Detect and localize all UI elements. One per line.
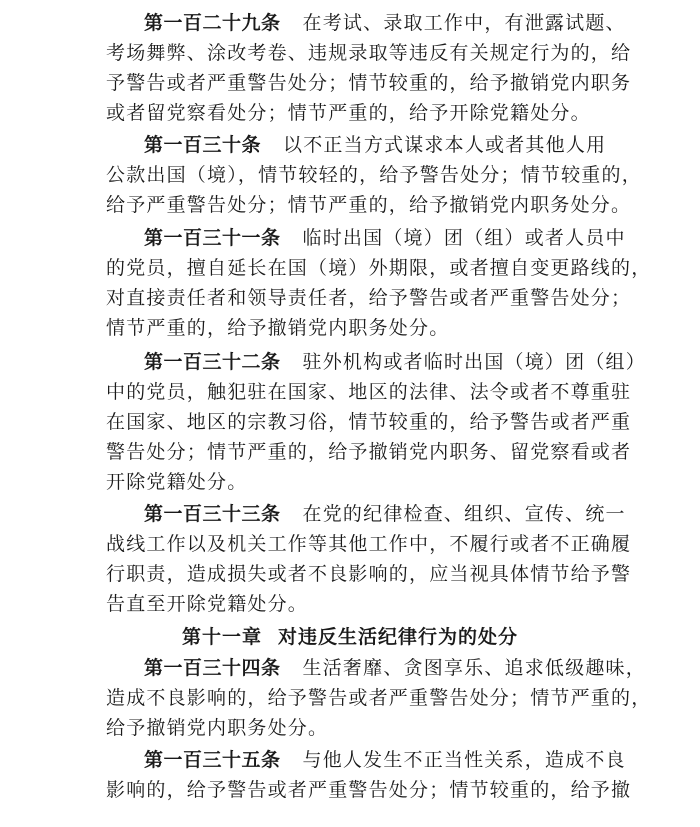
article-text: 与他人发生不正当性关系，造成不良 bbox=[302, 749, 626, 771]
article-label: 第一百三十四条 bbox=[144, 657, 281, 679]
article-line: 行职责，造成损失或者不良影响的，应当视具体情节给予警 bbox=[106, 563, 632, 585]
article-text: 在党的纪律检查、组织、宣传、统一 bbox=[302, 503, 626, 525]
article-line: 的党员，擅自延长在国（境）外期限，或者擅自变更路线的， bbox=[106, 257, 652, 279]
article-text: 生活奢靡、贪图享乐、追求低级趣味， bbox=[302, 657, 646, 679]
article-line: 情节严重的，给予撤销党内职务处分。 bbox=[106, 317, 450, 339]
article-text: 驻外机构或者临时出国（境）团（组） bbox=[302, 351, 646, 373]
article-line: 告直至开除党籍处分。 bbox=[106, 593, 309, 615]
article-first-line bbox=[144, 8, 626, 38]
article-line: 在国家、地区的宗教习俗，情节较重的，给予警告或者严重 bbox=[106, 411, 632, 433]
article-line: 造成不良影响的，给予警告或者严重警告处分；情节严重的， bbox=[106, 687, 652, 709]
article-label: 第一百三十条 bbox=[144, 134, 262, 156]
article-first-line bbox=[144, 745, 626, 775]
article-text: 临时出国（境）团（组）或者人员中 bbox=[302, 227, 626, 249]
article-line: 中的党员，触犯驻在国家、地区的法律、法令或者不尊重驻 bbox=[106, 381, 632, 403]
chapter-number: 第十一章 bbox=[181, 626, 262, 648]
chapter-title: 对违反生活纪律行为的处分 bbox=[278, 626, 519, 648]
article-line: 予警告或者严重警告处分；情节较重的，给予撤销党内职务 bbox=[106, 72, 632, 94]
article-line: 警告处分；情节严重的，给予撤销党内职务、留党察看或者 bbox=[106, 441, 632, 463]
article-first-line bbox=[144, 347, 646, 377]
article-line: 给予严重警告处分；情节严重的，给予撤销党内职务处分。 bbox=[106, 194, 632, 216]
chapter-heading bbox=[0, 622, 700, 652]
article-first-line bbox=[144, 653, 646, 683]
article-line: 考场舞弊、涂改考卷、违规录取等违反有关规定行为的，给 bbox=[106, 42, 632, 64]
article-label: 第一百三十二条 bbox=[144, 351, 281, 373]
article-line: 或者留党察看处分；情节严重的，给予开除党籍处分。 bbox=[106, 102, 591, 124]
article-first-line bbox=[144, 223, 626, 253]
article-text: 以不正当方式谋求本人或者其他人用 bbox=[283, 134, 607, 156]
article-line: 影响的，给予警告或者严重警告处分；情节较重的，给予撤 bbox=[106, 779, 632, 801]
article-text: 在考试、录取工作中，有泄露试题、 bbox=[302, 12, 626, 34]
article-first-line bbox=[144, 499, 626, 529]
article-line: 战线工作以及机关工作等其他工作中，不履行或者不正确履 bbox=[106, 533, 632, 555]
article-line: 对直接责任者和领导责任者，给予警告或者严重警告处分； bbox=[106, 287, 632, 309]
article-label: 第一百二十九条 bbox=[144, 12, 281, 34]
article-first-line bbox=[144, 130, 607, 160]
article-label: 第一百三十五条 bbox=[144, 749, 281, 771]
article-label: 第一百三十一条 bbox=[144, 227, 281, 249]
article-label: 第一百三十三条 bbox=[144, 503, 281, 525]
article-line: 给予撤销党内职务处分。 bbox=[106, 717, 329, 739]
article-line: 开除党籍处分。 bbox=[106, 471, 248, 493]
article-line: 公款出国（境），情节较轻的，给予警告处分；情节较重的， bbox=[106, 164, 642, 186]
